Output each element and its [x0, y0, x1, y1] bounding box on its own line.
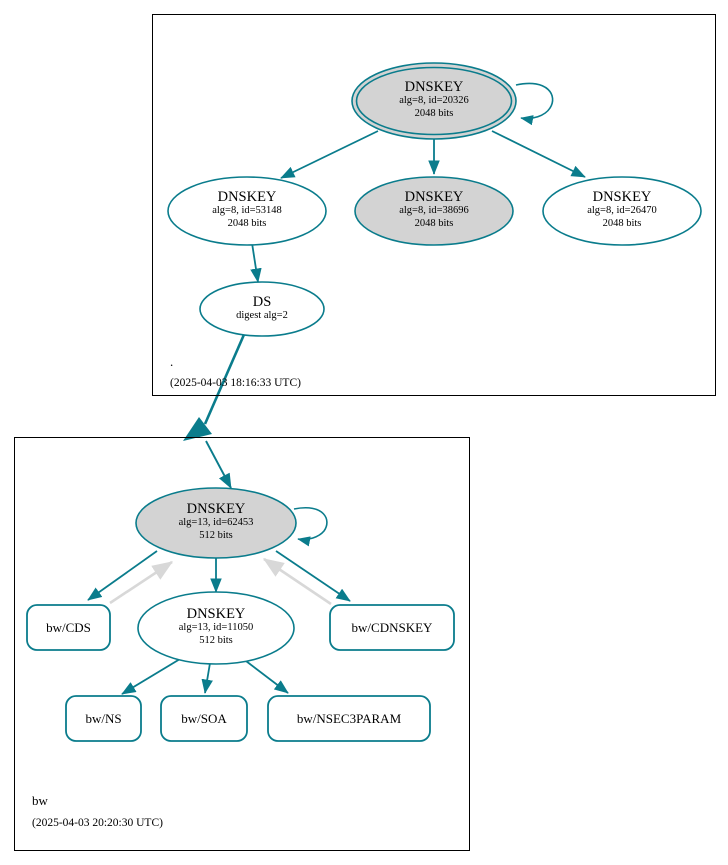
node-label-ds: DS digest alg=2 — [236, 294, 288, 321]
node-label-bw-nsec3param: bw/NSEC3PARAM — [296, 711, 402, 726]
node-label-dnskey-38696: DNSKEY alg=8, id=38696 2048 bits — [399, 189, 469, 229]
node-label-bw-cdnskey: bw/CDNSKEY — [351, 620, 433, 635]
node-label-dnskey-11050: DNSKEY alg=13, id=11050 512 bits — [178, 606, 254, 646]
zone-box-root — [152, 14, 716, 396]
zone-timestamp-bw: (2025-04-03 20:20:30 UTC) — [32, 817, 163, 829]
node-label-dnskey-26470: DNSKEY alg=8, id=26470 2048 bits — [587, 189, 657, 229]
node-label-bw-ns: bw/NS — [85, 711, 122, 726]
node-label-dnskey-20326: DNSKEY alg=8, id=20326 2048 bits — [399, 79, 469, 119]
node-label-bw-soa: bw/SOA — [181, 711, 227, 726]
node-label-dnskey-62453: DNSKEY alg=13, id=62453 512 bits — [178, 501, 254, 541]
zone-box-bw — [14, 437, 470, 851]
zone-timestamp-root: (2025-04-03 18:16:33 UTC) — [170, 377, 301, 389]
node-label-bw-cds: bw/CDS — [46, 620, 91, 635]
zone-label-bw: bw — [32, 793, 48, 808]
node-label-dnskey-53148: DNSKEY alg=8, id=53148 2048 bits — [212, 189, 282, 229]
zone-label-root: . — [170, 354, 174, 369]
